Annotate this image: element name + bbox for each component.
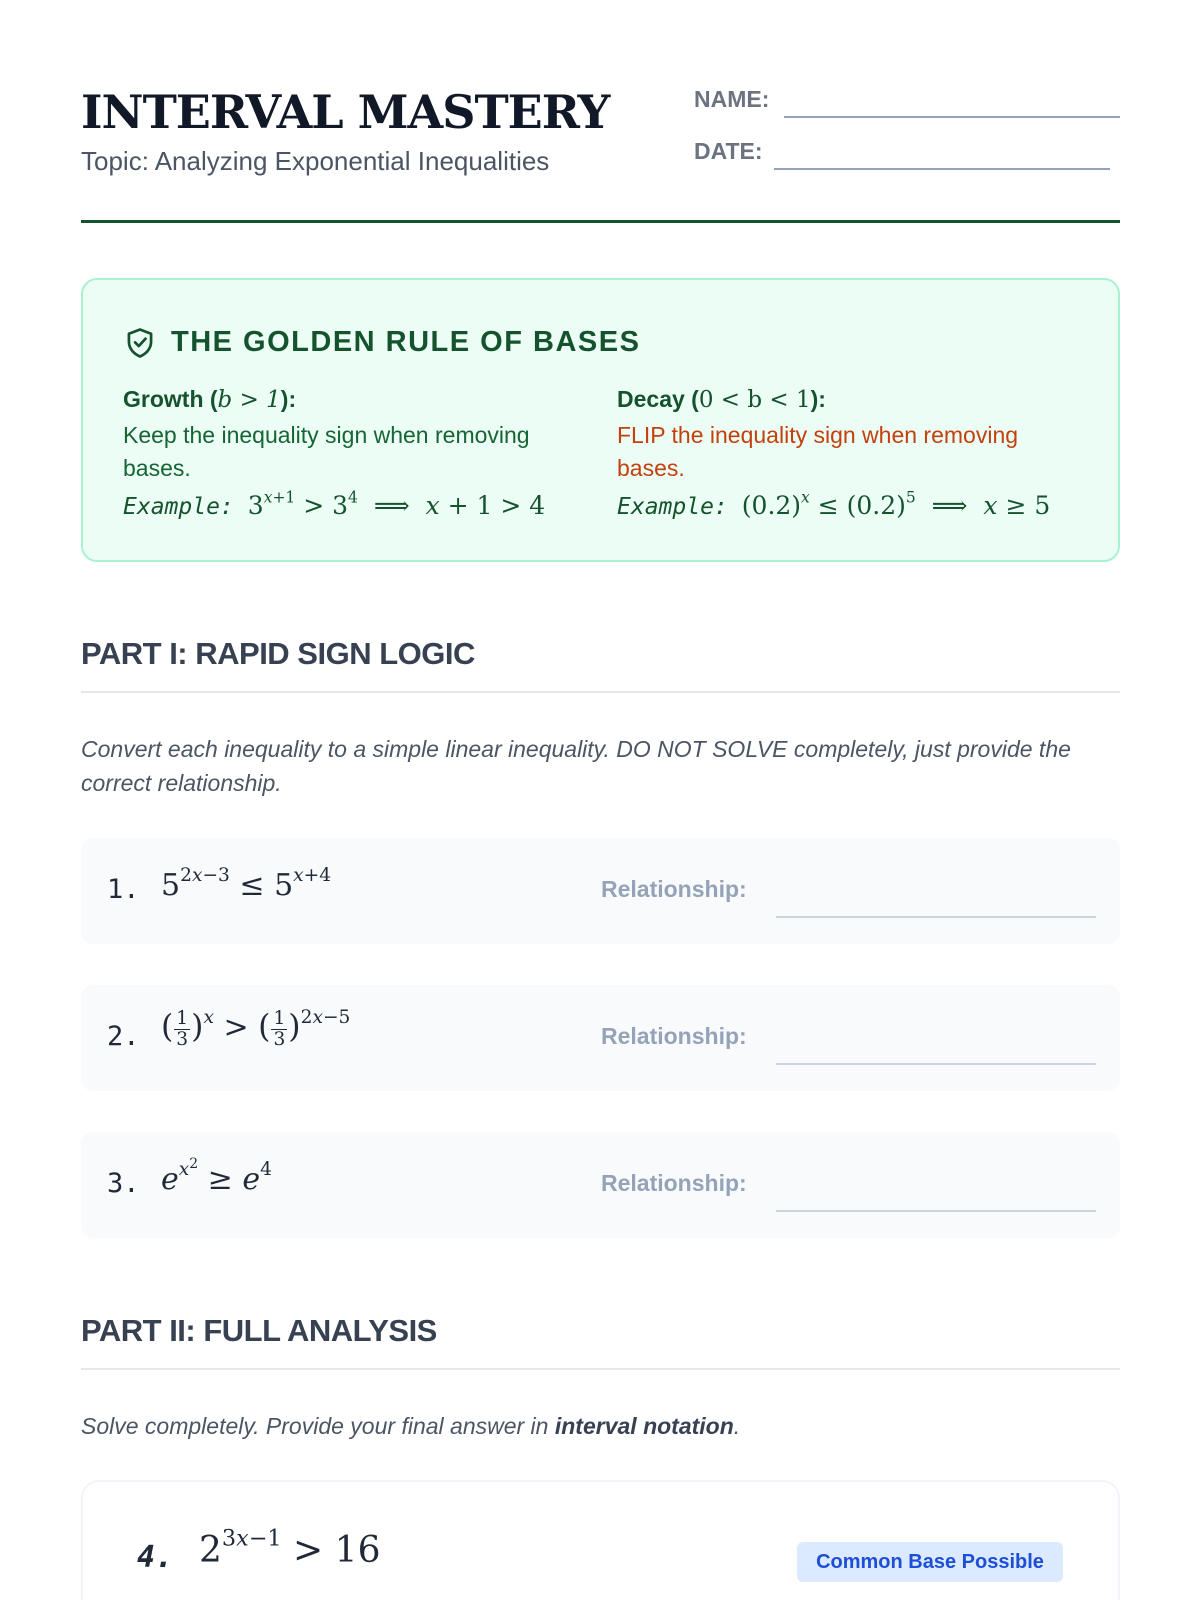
hint-badge: Common Base Possible xyxy=(797,1542,1063,1582)
name-field[interactable] xyxy=(784,116,1120,118)
relationship-label: Relationship: xyxy=(601,1170,747,1196)
decay-rule xyxy=(617,384,1087,520)
growth-rule xyxy=(123,384,583,520)
golden-rule-title: THE GOLDEN RULE OF BASES xyxy=(125,326,640,359)
problem-expression: $2^{3x-1} > 16$ xyxy=(199,1525,381,1571)
relationship-answer-field[interactable] xyxy=(776,916,1096,918)
part2-divider xyxy=(81,1368,1120,1370)
shield-check-icon xyxy=(125,327,155,359)
header-divider xyxy=(81,220,1120,223)
problem-number: 2. xyxy=(107,1021,140,1052)
problem-expression: $5^{2x-3} \le 5^{x+4}$ xyxy=(161,865,332,903)
part1-title: PART I: RAPID SIGN LOGIC xyxy=(81,636,475,671)
analysis-problem-card-4 xyxy=(81,1480,1120,1600)
problem-number: 4. xyxy=(137,1540,174,1575)
date-field[interactable] xyxy=(774,168,1110,170)
part1-instructions: Convert each inequality to a simple linear inequality. DO NOT SOLVE completely, just provide the correct relationship. xyxy=(81,736,1071,796)
growth-example: Example: $3^{x+1} > 3^4$ ⟹ x + 1 > 4 xyxy=(123,488,546,520)
problem-number: 1. xyxy=(107,874,140,905)
decay-text: FLIP the inequality sign when removing bases. xyxy=(617,422,1019,481)
problem-expression: $e^{x^2} \ge e^4$ xyxy=(161,1156,272,1197)
page-title: INTERVAL MASTERY xyxy=(81,85,610,139)
problem-number: 3. xyxy=(107,1168,140,1199)
worksheet-header xyxy=(81,86,1120,226)
date-label: DATE: xyxy=(694,138,763,164)
problem-expression: ( $\frac{1}{3}$ )$^x$ > ( $\frac{1}{3}$ )$^{2x-5}$ xyxy=(161,1007,351,1050)
part2-title: PART II: FULL ANALYSIS xyxy=(81,1313,437,1348)
relationship-label: Relationship: xyxy=(601,1023,747,1049)
name-label: NAME: xyxy=(694,86,770,112)
growth-text: Keep the inequality sign when removing bases. xyxy=(123,422,530,481)
decay-heading: Decay (0 < b < 1): xyxy=(617,386,826,413)
decay-example: Example: $(0.2)^x \le (0.2)^5$ ⟹ x ≥ 5 xyxy=(617,488,1051,520)
problem-card-1 xyxy=(81,838,1120,944)
growth-heading: Growth (b > 1): xyxy=(123,386,297,413)
problem-card-2 xyxy=(81,985,1120,1091)
page-subtitle: Topic: Analyzing Exponential Inequalities xyxy=(81,146,550,176)
relationship-answer-field[interactable] xyxy=(776,1210,1096,1212)
problem-card-3 xyxy=(81,1132,1120,1238)
relationship-answer-field[interactable] xyxy=(776,1063,1096,1065)
golden-rule-box xyxy=(81,278,1120,562)
relationship-label: Relationship: xyxy=(601,876,747,902)
part1-divider xyxy=(81,691,1120,693)
part2-instructions: Solve completely. Provide your final answer in interval notation. xyxy=(81,1413,741,1439)
